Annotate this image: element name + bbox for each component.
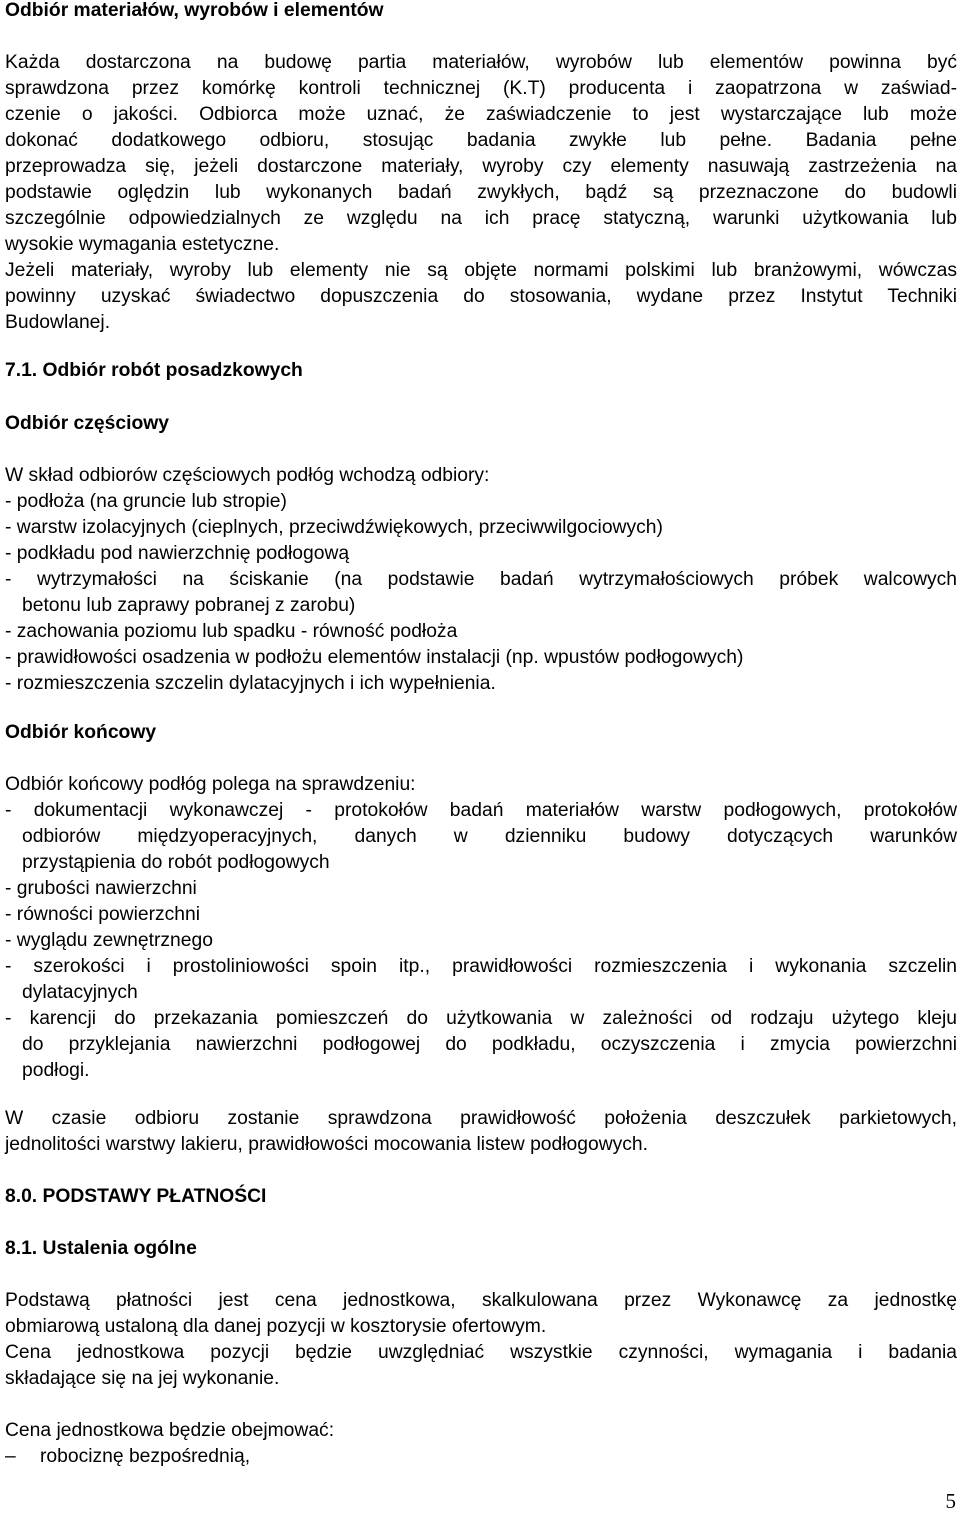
text-line: dokonać dodatkowego odbioru, stosując badania zwykłe lub pełne. Badania pełne	[5, 130, 957, 151]
text-line: Jeżeli materiały, wyroby lub elementy nie są objęte normami polskimi lub branżowymi, wówczas	[5, 260, 957, 281]
final-acceptance-heading: Odbiór końcowy	[5, 722, 157, 743]
text-line: obmiarową ustaloną dla danej pozycji w kosztorysie ofertowym.	[5, 1316, 547, 1337]
list-item: robociznę bezpośrednią,	[40, 1446, 251, 1467]
list-item: - szerokości i prostoliniowości spoin itp., prawidłowości rozmieszczenia i wykonania szczelin	[5, 956, 957, 977]
text-line: składające się na jej wykonanie.	[5, 1368, 280, 1389]
list-item-continuation: do przyklejania nawierzchni podłogowej do podkładu, oczyszczenia i zmycia powierzchni	[22, 1034, 957, 1055]
final-acceptance-intro: Odbiór końcowy podłóg polega na sprawdzeniu:	[5, 774, 416, 795]
text-line: wysokie wymagania estetyczne.	[5, 234, 280, 255]
text-line: powinny uzyskać świadectwo dopuszczenia do stosowania, wydane przez Instytut Techniki	[5, 286, 957, 307]
list-item: - podłoża (na gruncie lub stropie)	[5, 491, 287, 512]
list-item-continuation: betonu lub zaprawy pobranej z zarobu)	[22, 595, 356, 616]
text-line: Budowlanej.	[5, 312, 111, 333]
text-line: jednolitości warstwy lakieru, prawidłowości mocowania listew podłogowych.	[5, 1134, 648, 1155]
text-line: W czasie odbioru zostanie sprawdzona prawidłowość położenia deszczułek parkietowych,	[5, 1108, 957, 1129]
list-item-continuation: odbiorów międzyoperacyjnych, danych w dzienniku budowy dotyczących warunków	[22, 826, 957, 847]
text-line: podstawie oględzin lub wykonanych badań zwykłych, bądź są przeznaczone do budowli	[5, 182, 957, 203]
list-dash: –	[5, 1446, 16, 1467]
list-item: - równości powierzchni	[5, 904, 201, 925]
list-item: - dokumentacji wykonawczej - protokołów badań materiałów warstw podłogowych, protokołów	[5, 800, 957, 821]
section-heading-8-0: 8.0. PODSTAWY PŁATNOŚCI	[5, 1186, 267, 1207]
list-item: - zachowania poziomu lub spadku - równość podłoża	[5, 621, 458, 642]
page-number: 5	[945, 1489, 956, 1513]
list-item: - grubości nawierzchni	[5, 878, 197, 899]
text-line: czenie o jakości. Odbiorca może uznać, że zaświadczenie to jest wystarczające lub może	[5, 104, 957, 125]
text-line: Podstawą płatności jest cena jednostkowa, skalkulowana przez Wykonawcę za jednostkę	[5, 1290, 957, 1311]
list-item: - prawidłowości osadzenia w podłożu elementów instalacji (np. wpustów podłogowych)	[5, 647, 744, 668]
text-line: Każda dostarczona na budowę partia materiałów, wyrobów lub elementów powinna być	[5, 52, 957, 73]
text-line: sprawdzona przez komórkę kontroli technicznej (K.T) producenta i zaopatrzona w zaświad-	[5, 78, 957, 99]
list-item: - rozmieszczenia szczelin dylatacyjnych i ich wypełnienia.	[5, 673, 496, 694]
list-item: - karencji do przekazania pomieszczeń do użytkowania w zależności od rodzaju użytego kleju	[5, 1008, 957, 1029]
section-heading-8-1: 8.1. Ustalenia ogólne	[5, 1238, 197, 1259]
text-line: Cena jednostkowa pozycji będzie uwzględniać wszystkie czynności, wymagania i badania	[5, 1342, 957, 1363]
list-item: - warstw izolacyjnych (cieplnych, przeciwdźwiękowych, przeciwwilgociowych)	[5, 517, 663, 538]
partial-acceptance-intro: W skład odbiorów częściowych podłóg wchodzą odbiory:	[5, 465, 490, 486]
section-heading-7-1: 7.1. Odbiór robót posadzkowych	[5, 360, 303, 381]
list-item-continuation: dylatacyjnych	[22, 982, 138, 1003]
list-item: - podkładu pod nawierzchnię podłogową	[5, 543, 350, 564]
list-item-continuation: podłogi.	[22, 1060, 90, 1081]
text-line: przeprowadza się, jeżeli dostarczone materiały, wyroby czy elementy nasuwają zastrzeżenia na	[5, 156, 957, 177]
section-title: Odbiór materiałów, wyrobów i elementów	[5, 0, 384, 21]
text-line: szczególnie odpowiedzialnych ze względu na ich pracę statyczną, warunki użytkowania lub	[5, 208, 957, 229]
list-item-continuation: przystąpienia do robót podłogowych	[22, 852, 330, 873]
list-item: - wyglądu zewnętrznego	[5, 930, 213, 951]
list-item: - wytrzymałości na ściskanie (na podstawie badań wytrzymałościowych próbek walcowych	[5, 569, 957, 590]
price-includes-intro: Cena jednostkowa będzie obejmować:	[5, 1420, 335, 1441]
partial-acceptance-heading: Odbiór częściowy	[5, 413, 169, 434]
